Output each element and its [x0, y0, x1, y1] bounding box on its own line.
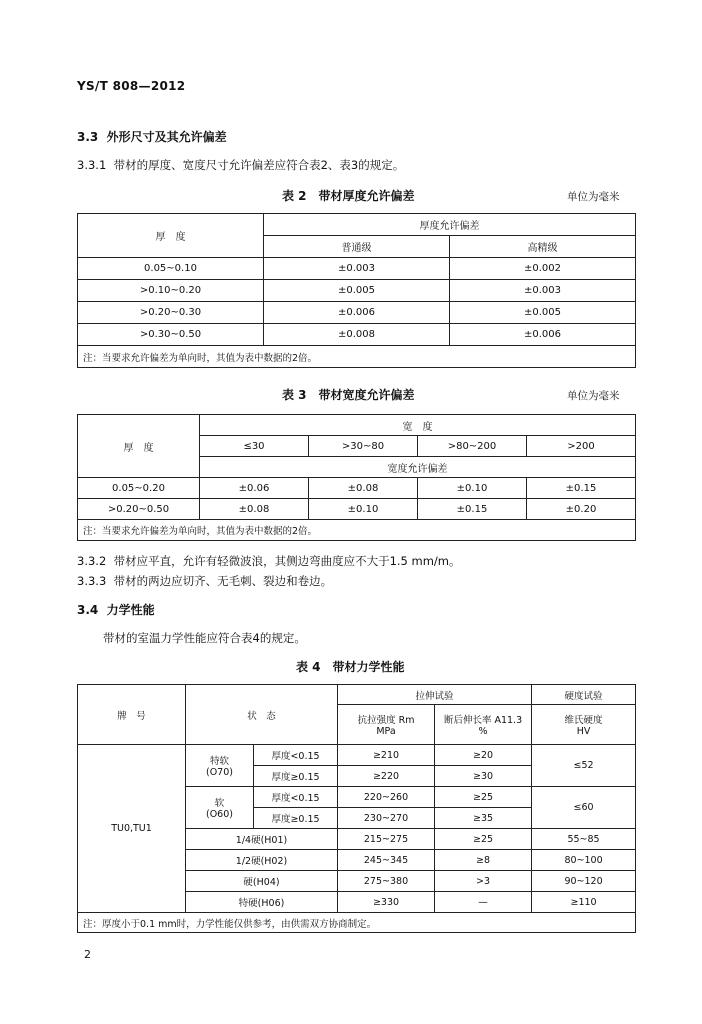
table-cell: 厚度<0.15	[254, 787, 338, 808]
table-2-head-high: 高精级	[450, 236, 636, 258]
table-cell: ≥210	[338, 745, 435, 766]
table-cell: ±0.20	[527, 499, 636, 520]
table-3-caption: 表 3 带材宽度允许偏差	[282, 388, 415, 402]
clause-3-3-1	[77, 157, 404, 173]
table-cell: 230~270	[338, 808, 435, 829]
table-3-width-range: >80~200	[418, 436, 527, 457]
clause-text: 带材的两边应切齐、无毛刺、裂边和卷边。	[113, 574, 333, 588]
table-cell: ≥330	[338, 892, 435, 913]
table-cell: ±0.08	[309, 478, 418, 499]
temper-code: (O60)	[206, 809, 233, 820]
table-4-head-temper: 状 态	[186, 685, 338, 745]
table-cell: 厚度≥0.15	[254, 766, 338, 787]
section-3-3-heading	[77, 128, 227, 145]
table-4-note: 注：厚度小于0.1 mm时，力学性能仅供参考，由供需双方协商制定。	[78, 913, 636, 933]
table-cell: 0.05~0.20	[78, 478, 200, 499]
table-cell: 215~275	[338, 829, 435, 850]
clause-number: 3.3.3	[77, 574, 107, 588]
table-cell: ≥30	[435, 766, 532, 787]
table-cell: ±0.005	[450, 302, 636, 324]
table-cell: —	[435, 892, 532, 913]
table-2-head-normal: 普通级	[264, 236, 450, 258]
hv-label: 维氏硬度	[564, 715, 603, 726]
table-3-width-range: >200	[527, 436, 636, 457]
table-cell: 特硬(H06)	[186, 892, 338, 913]
section-title: 力学性能	[106, 603, 155, 617]
table-3-head-tolerance: 宽度允许偏差	[200, 457, 636, 478]
table-cell: 厚度≥0.15	[254, 808, 338, 829]
table-4-temper-o60	[186, 787, 254, 829]
table-2-unit: 单位为毫米	[567, 191, 620, 203]
table-cell: ≥110	[532, 892, 636, 913]
table-cell: ±0.15	[418, 499, 527, 520]
table-cell: >3	[435, 871, 532, 892]
table-4-head-grade: 牌 号	[78, 685, 186, 745]
table-row	[78, 280, 636, 302]
table-row	[78, 745, 636, 766]
clause-3-3-3	[77, 573, 332, 589]
table-4-caption: 表 4 带材力学性能	[296, 660, 405, 674]
table-3-note: 注：当要求允许偏差为单向时，其值为表中数据的2倍。	[78, 520, 636, 541]
table-cell: 0.05~0.10	[78, 258, 264, 280]
table-cell: ±0.08	[200, 499, 309, 520]
table-2-head-tolerance: 厚度允许偏差	[264, 214, 636, 236]
table-3-head-thickness: 厚 度	[78, 415, 200, 478]
page-number: 2	[84, 948, 91, 961]
table-cell: ±0.003	[450, 280, 636, 302]
table-cell: 90~120	[532, 871, 636, 892]
table-cell: 1/4硬(H01)	[186, 829, 338, 850]
section-3-4-text: 带材的室温力学性能应符合表4的规定。	[103, 631, 306, 645]
table-cell: >0.20~0.50	[78, 499, 200, 520]
table-3	[77, 414, 636, 541]
table-cell: ±0.10	[418, 478, 527, 499]
table-cell: ≥20	[435, 745, 532, 766]
table-row	[78, 499, 636, 520]
temper-name: 特软	[209, 756, 229, 767]
table-4-head-hardness-test: 硬度试验	[532, 685, 636, 705]
table-cell: 厚度<0.15	[254, 745, 338, 766]
clause-number: 3.3.1	[77, 158, 107, 172]
rm-unit: MPa	[376, 726, 396, 737]
table-cell: >0.10~0.20	[78, 280, 264, 302]
table-cell: ≤60	[532, 787, 636, 829]
table-cell: 245~345	[338, 850, 435, 871]
table-cell: ≥25	[435, 829, 532, 850]
section-3-4-heading	[77, 601, 155, 618]
section-number: 3.4	[77, 603, 99, 617]
table-cell: 220~260	[338, 787, 435, 808]
table-4-grade: TU0,TU1	[78, 745, 186, 913]
table-3-width-range: ≤30	[200, 436, 309, 457]
table-row	[78, 324, 636, 346]
table-cell: 55~85	[532, 829, 636, 850]
table-cell: ±0.006	[264, 302, 450, 324]
table-cell: ±0.002	[450, 258, 636, 280]
table-cell: 硬(H04)	[186, 871, 338, 892]
elongation-label: 断后伸长率 A11.3	[443, 715, 523, 726]
table-cell: ±0.006	[450, 324, 636, 346]
section-number: 3.3	[77, 130, 99, 144]
clause-text: 带材应平直，允许有轻微波浪，其侧边弯曲度应不大于1.5 mm/m。	[113, 554, 461, 568]
table-3-head-width: 宽 度	[200, 415, 636, 436]
table-cell: 80~100	[532, 850, 636, 871]
table-2-head-thickness: 厚 度	[78, 214, 264, 258]
table-4-temper-o70	[186, 745, 254, 787]
table-cell: ±0.003	[264, 258, 450, 280]
hv-unit: HV	[576, 726, 591, 737]
elongation-unit: %	[478, 726, 488, 737]
table-3-unit: 单位为毫米	[567, 390, 620, 402]
table-4-head-elongation	[435, 705, 532, 745]
temper-code: (O70)	[206, 767, 233, 778]
table-cell: ±0.15	[527, 478, 636, 499]
table-cell: ±0.10	[309, 499, 418, 520]
table-cell: >0.20~0.30	[78, 302, 264, 324]
table-row	[78, 302, 636, 324]
table-row	[78, 478, 636, 499]
rm-label: 抗拉强度 Rm	[357, 715, 415, 726]
table-2	[77, 213, 636, 368]
table-cell: ≤52	[532, 745, 636, 787]
table-4-head-tensile: 拉伸试验	[338, 685, 532, 705]
clause-text: 带材的厚度、宽度尺寸允许偏差应符合表2、表3的规定。	[113, 158, 405, 172]
table-4-head-rm	[338, 705, 435, 745]
table-cell: ≥35	[435, 808, 532, 829]
table-row	[78, 258, 636, 280]
temper-name: 软	[214, 798, 225, 809]
table-cell: ≥25	[435, 787, 532, 808]
table-cell: 275~380	[338, 871, 435, 892]
clause-3-3-2	[77, 553, 461, 569]
table-cell: ±0.06	[200, 478, 309, 499]
table-cell: ±0.005	[264, 280, 450, 302]
table-2-caption: 表 2 带材厚度允许偏差	[282, 189, 415, 203]
table-2-note: 注：当要求允许偏差为单向时，其值为表中数据的2倍。	[78, 346, 636, 368]
table-cell: 1/2硬(H02)	[186, 850, 338, 871]
table-cell: >0.30~0.50	[78, 324, 264, 346]
clause-number: 3.3.2	[77, 554, 107, 568]
table-4-head-hv	[532, 705, 636, 745]
table-4	[77, 684, 636, 933]
table-cell: ±0.008	[264, 324, 450, 346]
section-title: 外形尺寸及其允许偏差	[106, 130, 227, 144]
standard-code: YS/T 808—2012	[77, 79, 186, 93]
table-cell: ≥8	[435, 850, 532, 871]
table-3-width-range: >30~80	[309, 436, 418, 457]
table-cell: ≥220	[338, 766, 435, 787]
